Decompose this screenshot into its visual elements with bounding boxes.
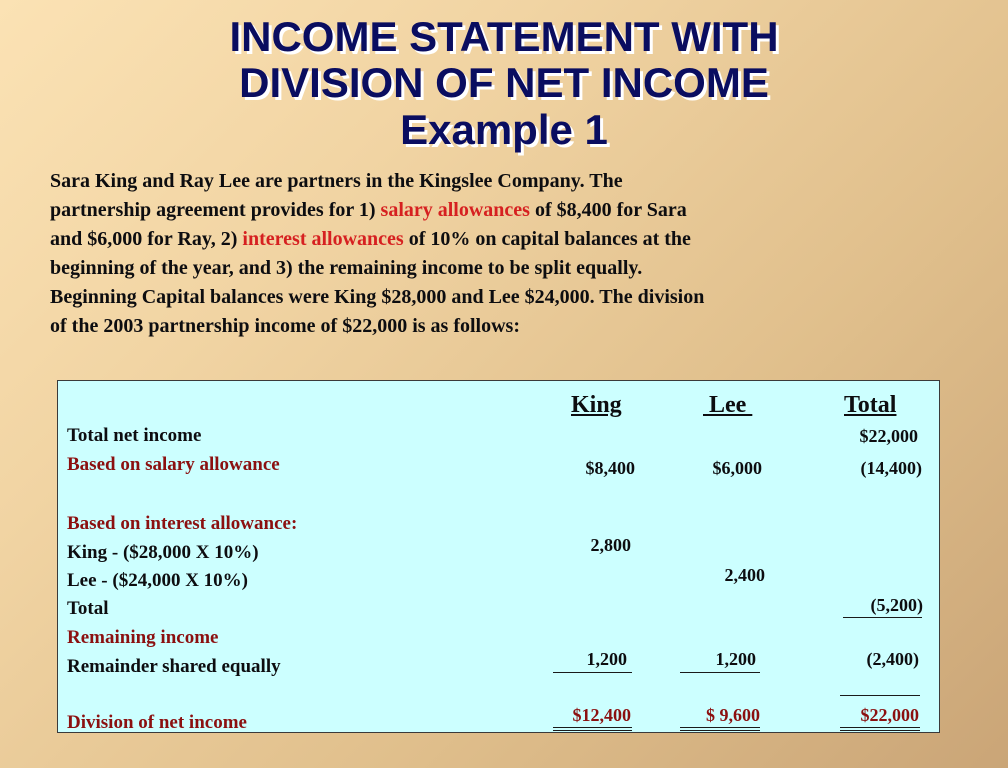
row-label-remaining-income: Remaining income: [67, 627, 219, 648]
row-label-remainder-shared: Remainder shared equally: [67, 656, 281, 677]
remainder-lee-underline: [680, 672, 760, 673]
header-lee: Lee: [703, 392, 753, 418]
division-king: $12,400: [572, 705, 631, 725]
row-label-salary-allowance: Based on salary allowance: [67, 454, 280, 475]
salary-lee: $6,000: [712, 458, 762, 478]
title-line-1: INCOME STATEMENT WITH: [229, 13, 779, 60]
row-label-division-net-income: Division of net income: [67, 712, 247, 733]
remainder-total-underline: [840, 695, 920, 696]
slide-title: [0, 14, 1008, 153]
title-line-2: DIVISION OF NET INCOME: [239, 59, 769, 106]
intro-line-2: partnership agreement provides for 1) salary allowances of $8,400 for Sara: [50, 199, 687, 221]
interest-allowances-highlight: interest allowances: [242, 228, 404, 250]
interest-total-underline: [843, 617, 922, 618]
problem-description: [50, 167, 950, 341]
row-label-interest-total: Total: [67, 598, 109, 619]
salary-total: (14,400): [860, 458, 922, 478]
row-label-total-net-income: Total net income: [67, 425, 202, 446]
remainder-king: 1,200: [586, 649, 627, 669]
division-lee-double-underline: [680, 727, 760, 731]
division-king-double-underline: [553, 727, 632, 731]
intro-line-1: Sara King and Ray Lee are partners in the Kingslee Company. The: [50, 170, 623, 192]
intro-line-3: and $6,000 for Ray, 2) interest allowances of 10% on capital balances at the: [50, 228, 691, 250]
division-total-double-underline: [840, 727, 920, 731]
king-interest-king: 2,800: [590, 535, 631, 555]
remainder-lee: 1,200: [715, 649, 756, 669]
row-label-interest-allowance: Based on interest allowance:: [67, 513, 298, 534]
division-lee: $ 9,600: [706, 705, 760, 725]
header-total: Total: [844, 392, 897, 418]
interest-total-total: (5,200): [870, 595, 923, 615]
salary-king: $8,400: [585, 458, 635, 478]
row-label-king-interest: King - ($28,000 X 10%): [67, 542, 259, 563]
remainder-total: (2,400): [866, 649, 919, 669]
intro-line-5: Beginning Capital balances were King $28,000 and Lee $24,000. The division: [50, 286, 705, 308]
row-label-lee-interest: Lee - ($24,000 X 10%): [67, 570, 248, 591]
division-total: $22,000: [860, 705, 919, 725]
total-net-income-total: $22,000: [859, 426, 918, 446]
intro-line-6: of the 2003 partnership income of $22,000 is as follows:: [50, 315, 520, 337]
title-example: Example 1: [400, 106, 608, 153]
income-division-table: [57, 380, 940, 733]
lee-interest-lee: 2,400: [724, 565, 765, 585]
salary-allowances-highlight: salary allowances: [380, 199, 530, 221]
intro-line-4: beginning of the year, and 3) the remaining income to be split equally.: [50, 257, 643, 279]
remainder-king-underline: [553, 672, 632, 673]
header-king: King: [571, 392, 622, 418]
